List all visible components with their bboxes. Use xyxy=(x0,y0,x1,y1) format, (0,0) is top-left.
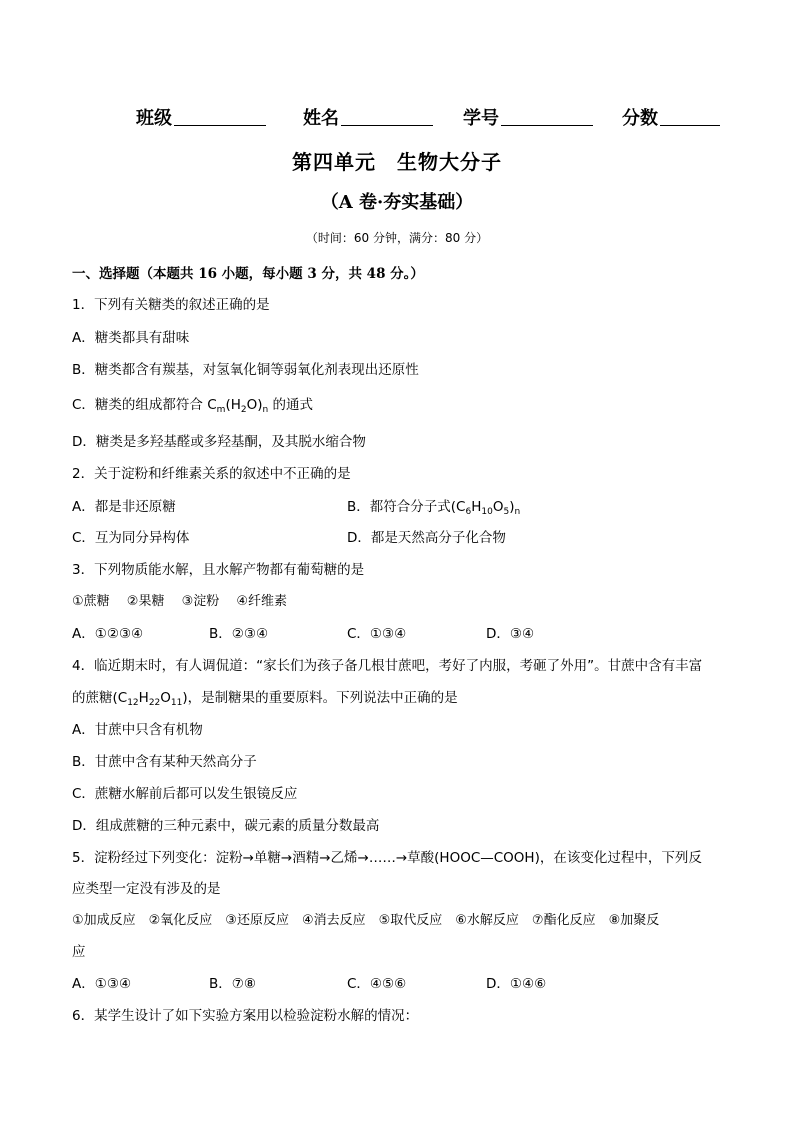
q4-stem-line2 xyxy=(72,686,458,708)
student-id-label: 学号 xyxy=(463,108,499,129)
student-id-field xyxy=(463,104,593,130)
q4-stem-text: )，是制糖果的重要原料。下列说法中正确的是 xyxy=(182,690,458,706)
q3-stem: 3．下列物质能水解，且水解产物都有葡萄糖的是 xyxy=(72,562,365,578)
q1-option-d: D．糖类是多羟基醛或多羟基酮，及其脱水缩合物 xyxy=(72,434,366,450)
score-blank[interactable] xyxy=(660,107,720,126)
q2-b-sub: 10 xyxy=(481,507,493,517)
class-label: 班级 xyxy=(136,108,172,129)
q5-items-line2: 应 xyxy=(72,944,86,960)
q3-option-b: B．②③④ xyxy=(209,626,269,642)
q2-option-d: D．都是天然高分子化合物 xyxy=(347,530,506,546)
name-blank[interactable] xyxy=(341,107,433,126)
q1-c-sub-2: 2 xyxy=(240,405,247,415)
q2-b-mid: H xyxy=(471,499,482,515)
q3-option-c: C．①③④ xyxy=(347,626,407,642)
score-field xyxy=(622,104,720,130)
q2-b-sub: 5 xyxy=(503,507,510,517)
q4-mid: H xyxy=(138,690,149,706)
q5-option-a: A．①③④ xyxy=(72,976,132,992)
q2-option-c: C．互为同分异构体 xyxy=(72,530,190,546)
q2-b-mid: O xyxy=(492,499,504,515)
unit-title: 第四单元 生物大分子 xyxy=(292,150,502,174)
q1-c-sub-n: n xyxy=(262,405,269,415)
q5-option-d: D．①④⑥ xyxy=(486,976,547,992)
q2-option-b xyxy=(347,495,520,517)
q4-option-c: C．蔗糖水解前后都可以发生银镜反应 xyxy=(72,786,298,802)
q1-c-text: C．糖类的组成都符合 C xyxy=(72,397,217,413)
q4-option-a: A．甘蔗中只含有机物 xyxy=(72,722,203,738)
q5-items-line1: ①加成反应 ②氧化反应 ③还原反应 ④消去反应 ⑤取代反应 ⑥水解反应 ⑦酯化反应 ⑧加聚反 xyxy=(72,913,660,928)
q5-stem-line2: 应类型一定没有涉及的是 xyxy=(72,881,221,897)
class-field xyxy=(136,104,266,130)
q4-option-d: D．组成蔗糖的三种元素中，碳元素的质量分数最高 xyxy=(72,818,380,834)
q3-items: ①蔗糖 ②果糖 ③淀粉 ④纤维素 xyxy=(72,594,288,609)
q1-option-b: B．糖类都含有羰基，对氢氧化铜等弱氧化剂表现出还原性 xyxy=(72,362,419,378)
q1-c-post: 的通式 xyxy=(268,397,314,413)
q4-sub: 22 xyxy=(148,698,161,708)
name-field xyxy=(303,104,433,130)
q4-stem-line1: 4．临近期末时，有人调侃道：“家长们为孩子备几根甘蔗吧，考好了内服，考砸了外用”。甘蔗中含有丰富 xyxy=(72,658,703,674)
q2-b-text: B．都符合分子式(C xyxy=(347,499,466,515)
class-blank[interactable] xyxy=(174,107,266,126)
q2-b-sub: 6 xyxy=(465,507,472,517)
q4-mid: O xyxy=(160,690,171,706)
q4-stem-text: 的蔗糖(C xyxy=(72,690,128,706)
time-score-info: （时间：60 分钟，满分：80 分） xyxy=(305,231,489,245)
q6-stem: 6．某学生设计了如下实验方案用以检验淀粉水解的情况： xyxy=(72,1008,419,1024)
paper-subtitle: （A 卷·夯实基础） xyxy=(320,192,474,213)
section-heading: 一、选择题（本题共 16 小题，每小题 3 分，共 48 分。） xyxy=(72,266,424,282)
q5-option-c: C．④⑤⑥ xyxy=(347,976,407,992)
q3-option-d: D．③④ xyxy=(486,626,535,642)
q4-sub: 12 xyxy=(127,698,139,708)
q2-option-a: A．都是非还原糖 xyxy=(72,499,176,515)
q5-option-b: B．⑦⑧ xyxy=(209,976,256,992)
q3-option-a: A．①②③④ xyxy=(72,626,144,642)
q1-option-c xyxy=(72,393,313,415)
q2-stem: 2．关于淀粉和纤维素关系的叙述中不正确的是 xyxy=(72,466,351,482)
q1-c-sub-m: m xyxy=(216,405,226,415)
q1-c-mid: (H xyxy=(225,397,241,413)
student-id-blank[interactable] xyxy=(501,107,593,126)
name-label: 姓名 xyxy=(303,108,339,129)
student-info-header xyxy=(0,104,794,132)
q1-stem: 1．下列有关糖类的叙述正确的是 xyxy=(72,297,270,313)
score-label: 分数 xyxy=(622,108,658,129)
q2-b-sub: n xyxy=(514,507,521,517)
q1-c-mid2: O) xyxy=(246,397,263,413)
q4-sub: 11 xyxy=(170,698,183,708)
q4-option-b: B．甘蔗中含有某种天然高分子 xyxy=(72,754,257,770)
q1-option-a: A．糖类都具有甜味 xyxy=(72,330,190,346)
q5-stem-line1: 5．淀粉经过下列变化：淀粉→单糖→酒精→乙烯→……→草酸(HOOC—COOH)，在该变化过程中，下列反 xyxy=(72,850,702,866)
q2-b-mid: ) xyxy=(509,499,515,515)
